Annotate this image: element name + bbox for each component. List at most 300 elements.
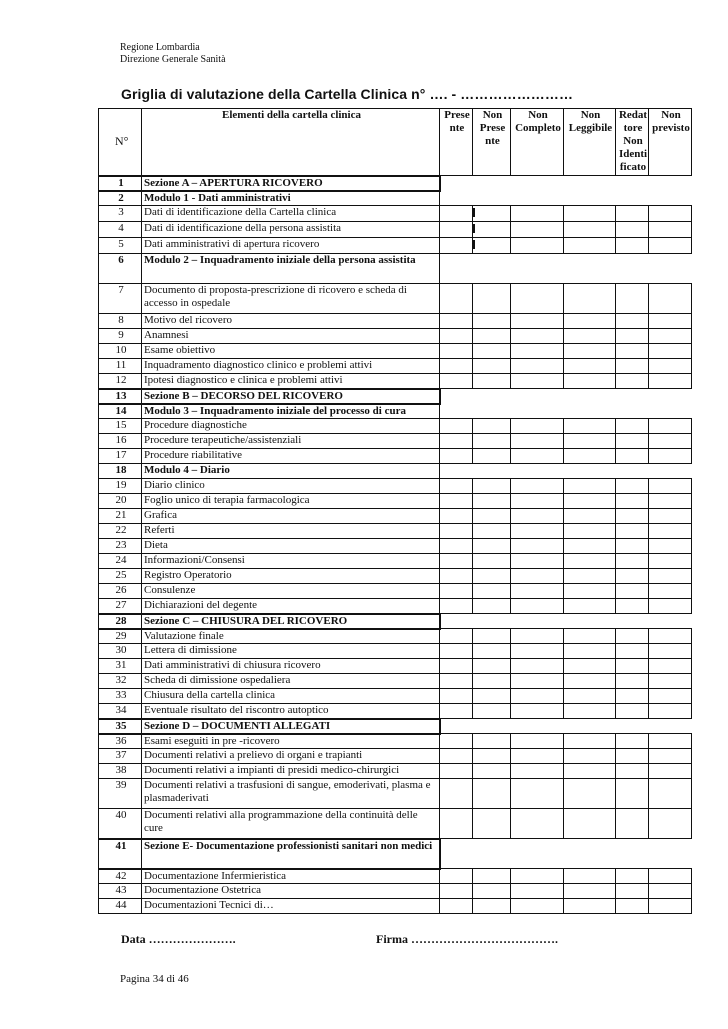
checkbox-cell[interactable] (616, 539, 649, 554)
checkbox-cell[interactable] (616, 329, 649, 344)
checkbox-cell[interactable] (564, 809, 616, 839)
checkbox-cell[interactable] (473, 659, 511, 674)
checkbox-cell[interactable] (564, 734, 616, 749)
checkbox-cell[interactable] (649, 569, 692, 584)
checkbox-cell[interactable] (511, 479, 564, 494)
checkbox-cell[interactable] (440, 419, 473, 434)
checkbox-cell[interactable] (564, 764, 616, 779)
row-number: 19 (99, 479, 142, 494)
header-line: Non (623, 135, 643, 147)
checkbox-cell[interactable] (649, 899, 692, 914)
checkbox-cell[interactable] (440, 494, 473, 509)
checkbox-cell[interactable] (616, 749, 649, 764)
checkbox-cell[interactable] (440, 284, 473, 314)
checkbox-cell[interactable] (649, 554, 692, 569)
checkbox-cell[interactable] (649, 329, 692, 344)
checkbox-cell[interactable] (649, 479, 692, 494)
table-row (99, 344, 692, 359)
checkbox-cell[interactable] (440, 689, 473, 704)
col-header-num: N° (99, 109, 142, 176)
checkbox-cell[interactable] (473, 599, 511, 614)
checkbox-cell[interactable] (649, 779, 692, 809)
checkbox-cell[interactable] (616, 569, 649, 584)
checkbox-cell[interactable] (511, 764, 564, 779)
checkbox-cell[interactable] (649, 734, 692, 749)
checkbox-cell[interactable] (511, 629, 564, 644)
checkbox-cell[interactable] (616, 509, 649, 524)
table-row (99, 254, 692, 284)
row-number: 32 (99, 674, 142, 689)
checkbox-cell[interactable] (616, 689, 649, 704)
checkbox-cell[interactable] (511, 584, 564, 599)
checkbox-cell[interactable] (564, 749, 616, 764)
checkbox-cell[interactable] (440, 344, 473, 359)
table-row (99, 599, 692, 614)
checkbox-cell[interactable] (564, 479, 616, 494)
checkbox-cell[interactable] (473, 704, 511, 719)
checkbox-cell[interactable] (564, 659, 616, 674)
table-row (99, 191, 692, 206)
row-number: 10 (99, 344, 142, 359)
checkbox-cell[interactable] (473, 509, 511, 524)
checkbox-cell[interactable] (616, 284, 649, 314)
checkbox-cell[interactable] (564, 374, 616, 389)
element-label: Documento di proposta-prescrizione di ricovero e scheda di accesso in ospedale (142, 284, 440, 314)
table-row (99, 644, 692, 659)
checkbox-cell[interactable] (440, 434, 473, 449)
checkbox-cell[interactable] (649, 434, 692, 449)
module-title: Modulo 2 – Inquadramento iniziale della persona assistita (142, 254, 440, 284)
checkbox-cell[interactable] (511, 449, 564, 464)
checkbox-cell[interactable] (511, 419, 564, 434)
element-label: Procedure diagnostiche (142, 419, 440, 434)
checkbox-cell[interactable] (649, 644, 692, 659)
table-row (99, 614, 692, 629)
checkbox-cell[interactable] (564, 329, 616, 344)
element-label: Documenti relativi a prelievo di organi e trapianti (142, 749, 440, 764)
checkbox-cell[interactable] (649, 629, 692, 644)
checkbox-cell[interactable] (473, 764, 511, 779)
table-row (99, 689, 692, 704)
checkbox-cell[interactable] (511, 434, 564, 449)
row-number: 7 (99, 284, 142, 314)
table-row (99, 206, 692, 222)
checkbox-cell[interactable] (440, 764, 473, 779)
checkbox-cell[interactable] (440, 238, 473, 254)
checkbox-cell[interactable] (440, 809, 473, 839)
checkbox-cell[interactable] (511, 494, 564, 509)
checkbox-cell[interactable] (440, 374, 473, 389)
checkbox-cell[interactable] (511, 689, 564, 704)
checkbox-cell[interactable] (511, 238, 564, 254)
checkbox-cell[interactable] (564, 284, 616, 314)
checkbox-cell[interactable] (564, 419, 616, 434)
row-number: 12 (99, 374, 142, 389)
checkbox-cell[interactable] (511, 659, 564, 674)
checkbox-cell[interactable] (649, 689, 692, 704)
checkbox-cell[interactable] (473, 449, 511, 464)
header-line: previsto (652, 122, 690, 134)
checkbox-cell[interactable] (473, 284, 511, 314)
checkbox-cell[interactable] (649, 659, 692, 674)
checkbox-cell[interactable] (616, 434, 649, 449)
checkbox-cell[interactable] (440, 629, 473, 644)
checkbox-cell[interactable] (616, 222, 649, 238)
header-line: Non (528, 109, 548, 121)
checkbox-cell[interactable] (511, 539, 564, 554)
checkbox-cell[interactable] (616, 238, 649, 254)
checkbox-cell[interactable] (649, 344, 692, 359)
checkbox-cell[interactable] (616, 206, 649, 222)
checkbox-cell[interactable] (564, 359, 616, 374)
checkbox-cell[interactable] (440, 734, 473, 749)
checkbox-cell[interactable] (440, 314, 473, 329)
checkbox-cell[interactable] (616, 344, 649, 359)
section-title: Sezione A – APERTURA RICOVERO (142, 176, 440, 191)
checkbox-cell[interactable] (511, 374, 564, 389)
header-line: tore (623, 122, 643, 134)
row-number: 23 (99, 539, 142, 554)
checkbox-cell[interactable] (473, 689, 511, 704)
col-header-non-leggibile (564, 109, 616, 176)
checkbox-cell[interactable] (511, 884, 564, 899)
checkbox-cell[interactable] (616, 644, 649, 659)
checkbox-cell[interactable] (564, 644, 616, 659)
element-label: Documenti relativi alla programmazione della continuità delle cure (142, 809, 440, 839)
row-number: 1 (99, 176, 142, 191)
row-number: 38 (99, 764, 142, 779)
checkbox-cell[interactable] (473, 359, 511, 374)
table-row (99, 359, 692, 374)
checkbox-cell[interactable] (440, 539, 473, 554)
checkbox-cell[interactable] (440, 554, 473, 569)
checkbox-cell[interactable] (649, 539, 692, 554)
checkbox-cell[interactable] (440, 599, 473, 614)
checkbox-cell[interactable] (564, 674, 616, 689)
header-line: nte (485, 135, 500, 147)
checkbox-cell[interactable] (511, 869, 564, 884)
header-line: nte (449, 122, 465, 134)
table-row (99, 554, 692, 569)
checkbox-cell[interactable] (649, 809, 692, 839)
checkbox-cell[interactable] (473, 539, 511, 554)
empty-area (440, 191, 692, 206)
element-label: Esami eseguiti in pre -ricovero (142, 734, 440, 749)
checkbox-cell[interactable] (616, 704, 649, 719)
checkbox-cell[interactable] (511, 344, 564, 359)
checkbox-cell[interactable] (616, 449, 649, 464)
checkbox-cell[interactable] (511, 314, 564, 329)
row-number: 15 (99, 419, 142, 434)
col-header-redattore (616, 109, 649, 176)
table-row (99, 764, 692, 779)
checkbox-cell[interactable] (511, 734, 564, 749)
checkbox-cell[interactable] (616, 734, 649, 749)
table-row (99, 238, 692, 254)
checkbox-cell[interactable] (649, 584, 692, 599)
checkbox-cell[interactable] (511, 809, 564, 839)
empty-area (440, 719, 692, 734)
checkbox-cell[interactable] (440, 884, 473, 899)
table-row (99, 284, 692, 314)
checkbox-cell[interactable] (616, 359, 649, 374)
section-title: Sezione B – DECORSO DEL RICOVERO (142, 389, 440, 404)
row-number: 41 (99, 839, 142, 869)
checkbox-cell[interactable] (473, 554, 511, 569)
checkbox-cell[interactable] (473, 644, 511, 659)
checkbox-cell[interactable] (440, 869, 473, 884)
checkbox-cell[interactable] (440, 659, 473, 674)
row-number: 35 (99, 719, 142, 734)
checkbox-cell[interactable] (649, 359, 692, 374)
checkbox-cell[interactable] (649, 884, 692, 899)
checkbox-cell[interactable] (649, 314, 692, 329)
row-number: 13 (99, 389, 142, 404)
checkbox-cell[interactable] (473, 494, 511, 509)
row-number: 27 (99, 599, 142, 614)
page-title: Griglia di valutazione della Cartella Clinica n° …. - …………………… (121, 86, 574, 102)
checkbox-cell[interactable] (473, 206, 511, 222)
header-line: Identi (618, 148, 648, 160)
checkbox-cell[interactable] (440, 749, 473, 764)
checkbox-cell[interactable] (649, 494, 692, 509)
checkbox-cell[interactable] (564, 629, 616, 644)
checkbox-cell[interactable] (616, 659, 649, 674)
checkbox-cell[interactable] (616, 524, 649, 539)
signature-field: Firma ………………………………. (376, 932, 558, 946)
checkbox-cell[interactable] (473, 674, 511, 689)
table-row (99, 464, 692, 479)
row-number: 36 (99, 734, 142, 749)
checkbox-cell[interactable] (616, 809, 649, 839)
element-label: Procedure terapeutiche/assistenziali (142, 434, 440, 449)
checkbox-cell[interactable] (440, 569, 473, 584)
checkbox-cell[interactable] (473, 434, 511, 449)
checkbox-cell[interactable] (564, 779, 616, 809)
checkbox-cell[interactable] (616, 899, 649, 914)
row-number: 21 (99, 509, 142, 524)
checkbox-cell[interactable] (616, 419, 649, 434)
checkbox-cell[interactable] (564, 599, 616, 614)
checkbox-cell[interactable] (649, 419, 692, 434)
page-number: Pagina 34 di 46 (120, 973, 189, 985)
checkbox-cell[interactable] (649, 374, 692, 389)
checkbox-cell[interactable] (511, 644, 564, 659)
checkbox-cell[interactable] (511, 206, 564, 222)
element-label: Diario clinico (142, 479, 440, 494)
row-number: 29 (99, 629, 142, 644)
empty-area (440, 389, 692, 404)
checkbox-cell[interactable] (473, 569, 511, 584)
checkbox-cell[interactable] (564, 554, 616, 569)
checkbox-cell[interactable] (564, 584, 616, 599)
checkbox-cell[interactable] (473, 734, 511, 749)
checkbox-cell[interactable] (473, 809, 511, 839)
checkbox-cell[interactable] (473, 629, 511, 644)
checkbox-cell[interactable] (564, 344, 616, 359)
table-row (99, 479, 692, 494)
checkbox-cell[interactable] (616, 674, 649, 689)
checkbox-cell[interactable] (473, 344, 511, 359)
checkbox-cell[interactable] (511, 509, 564, 524)
element-label: Grafica (142, 509, 440, 524)
checkbox-cell[interactable] (649, 524, 692, 539)
table-row (99, 329, 692, 344)
checkbox-cell[interactable] (649, 509, 692, 524)
checkbox-cell[interactable] (564, 704, 616, 719)
checkbox-cell[interactable] (440, 479, 473, 494)
checkbox-cell[interactable] (473, 869, 511, 884)
checkbox-cell[interactable] (616, 314, 649, 329)
checkbox-cell[interactable] (649, 749, 692, 764)
element-label: Lettera di dimissione (142, 644, 440, 659)
empty-area (440, 614, 692, 629)
checkbox-cell[interactable] (564, 238, 616, 254)
checkbox-cell[interactable] (564, 524, 616, 539)
checkbox-cell[interactable] (511, 524, 564, 539)
table-row (99, 494, 692, 509)
table-row (99, 176, 692, 191)
checkbox-cell[interactable] (649, 599, 692, 614)
checkbox-cell[interactable] (616, 599, 649, 614)
table-row (99, 524, 692, 539)
checkbox-cell[interactable] (511, 284, 564, 314)
checkbox-cell[interactable] (616, 884, 649, 899)
checkbox-cell[interactable] (473, 329, 511, 344)
element-label: Consulenze (142, 584, 440, 599)
header-row (99, 109, 692, 176)
checkbox-cell[interactable] (511, 359, 564, 374)
checkbox-cell[interactable] (649, 674, 692, 689)
row-number: 18 (99, 464, 142, 479)
checkbox-cell[interactable] (440, 359, 473, 374)
checkbox-cell[interactable] (564, 569, 616, 584)
row-number: 2 (99, 191, 142, 206)
empty-area (440, 404, 692, 419)
element-label: Foglio unico di terapia farmacologica (142, 494, 440, 509)
checkbox-cell[interactable] (564, 884, 616, 899)
table-row (99, 449, 692, 464)
checkbox-cell[interactable] (649, 449, 692, 464)
checkbox-cell[interactable] (616, 374, 649, 389)
element-label: Documenti relativi a impianti di presidi medico-chirurgici (142, 764, 440, 779)
checkbox-cell[interactable] (473, 899, 511, 914)
checkbox-cell[interactable] (473, 884, 511, 899)
checkbox-cell[interactable] (440, 674, 473, 689)
checkbox-cell[interactable] (473, 779, 511, 809)
element-label: Dieta (142, 539, 440, 554)
checkbox-cell[interactable] (564, 314, 616, 329)
col-header-element: Elementi della cartella clinica (142, 109, 440, 176)
checkbox-cell[interactable] (616, 494, 649, 509)
checkbox-cell[interactable] (511, 674, 564, 689)
checkbox-cell[interactable] (440, 584, 473, 599)
checkbox-cell[interactable] (511, 899, 564, 914)
checkbox-cell[interactable] (473, 374, 511, 389)
checkbox-cell[interactable] (440, 206, 473, 222)
checkbox-cell[interactable] (616, 869, 649, 884)
checkbox-cell[interactable] (473, 584, 511, 599)
checkbox-cell[interactable] (564, 899, 616, 914)
checkbox-cell[interactable] (649, 238, 692, 254)
empty-area (440, 839, 692, 869)
checkbox-cell[interactable] (616, 764, 649, 779)
checkbox-cell[interactable] (473, 524, 511, 539)
checkbox-cell[interactable] (511, 569, 564, 584)
checkbox-cell[interactable] (649, 206, 692, 222)
checkbox-cell[interactable] (473, 419, 511, 434)
element-label: Informazioni/Consensi (142, 554, 440, 569)
checkbox-cell[interactable] (564, 222, 616, 238)
checkbox-cell[interactable] (511, 329, 564, 344)
checkbox-cell[interactable] (564, 689, 616, 704)
checkbox-cell[interactable] (616, 554, 649, 569)
col-header-non-completo (511, 109, 564, 176)
element-label: Documentazione Infermieristica (142, 869, 440, 884)
checkbox-cell[interactable] (473, 238, 511, 254)
element-label: Valutazione finale (142, 629, 440, 644)
empty-area (440, 254, 692, 284)
checkbox-cell[interactable] (440, 449, 473, 464)
checkbox-cell[interactable] (649, 284, 692, 314)
element-label: Registro Operatorio (142, 569, 440, 584)
checkbox-cell[interactable] (511, 704, 564, 719)
checkbox-cell[interactable] (564, 539, 616, 554)
checkbox-cell[interactable] (440, 704, 473, 719)
checkbox-cell[interactable] (564, 449, 616, 464)
checkbox-cell[interactable] (564, 509, 616, 524)
checkbox-cell[interactable] (564, 869, 616, 884)
empty-area (440, 464, 692, 479)
checkbox-cell[interactable] (511, 554, 564, 569)
checkbox-cell[interactable] (511, 599, 564, 614)
checkbox-cell[interactable] (649, 222, 692, 238)
checkbox-cell[interactable] (564, 206, 616, 222)
element-label: Scheda di dimissione ospedaliera (142, 674, 440, 689)
checkbox-cell[interactable] (473, 314, 511, 329)
checkbox-cell[interactable] (511, 779, 564, 809)
checkbox-cell[interactable] (440, 644, 473, 659)
checkbox-cell[interactable] (511, 749, 564, 764)
checkbox-cell[interactable] (440, 222, 473, 238)
checkbox-cell[interactable] (440, 329, 473, 344)
table-row (99, 659, 692, 674)
checkbox-cell[interactable] (473, 479, 511, 494)
checkbox-cell[interactable] (440, 779, 473, 809)
checkbox-cell[interactable] (649, 869, 692, 884)
checkbox-cell[interactable] (511, 222, 564, 238)
element-label: Documenti relativi a trasfusioni di sangue, emoderivati, plasma e plasmaderivati (142, 779, 440, 809)
row-number: 37 (99, 749, 142, 764)
checkbox-cell[interactable] (564, 434, 616, 449)
checkbox-cell[interactable] (564, 494, 616, 509)
checkbox-cell[interactable] (616, 584, 649, 599)
checkbox-cell[interactable] (440, 509, 473, 524)
element-label: Dati amministrativi di apertura ricovero (142, 238, 440, 254)
checkbox-cell[interactable] (473, 222, 511, 238)
section-title: Sezione C – CHIUSURA DEL RICOVERO (142, 614, 440, 629)
checkbox-cell[interactable] (616, 629, 649, 644)
checkbox-cell[interactable] (649, 764, 692, 779)
checkbox-cell[interactable] (440, 524, 473, 539)
checkbox-cell[interactable] (440, 899, 473, 914)
table-row (99, 704, 692, 719)
checkbox-cell[interactable] (649, 704, 692, 719)
checkbox-cell[interactable] (473, 749, 511, 764)
header-line: Leggibile (568, 122, 613, 134)
checkbox-cell[interactable] (616, 779, 649, 809)
checkbox-cell[interactable] (616, 479, 649, 494)
